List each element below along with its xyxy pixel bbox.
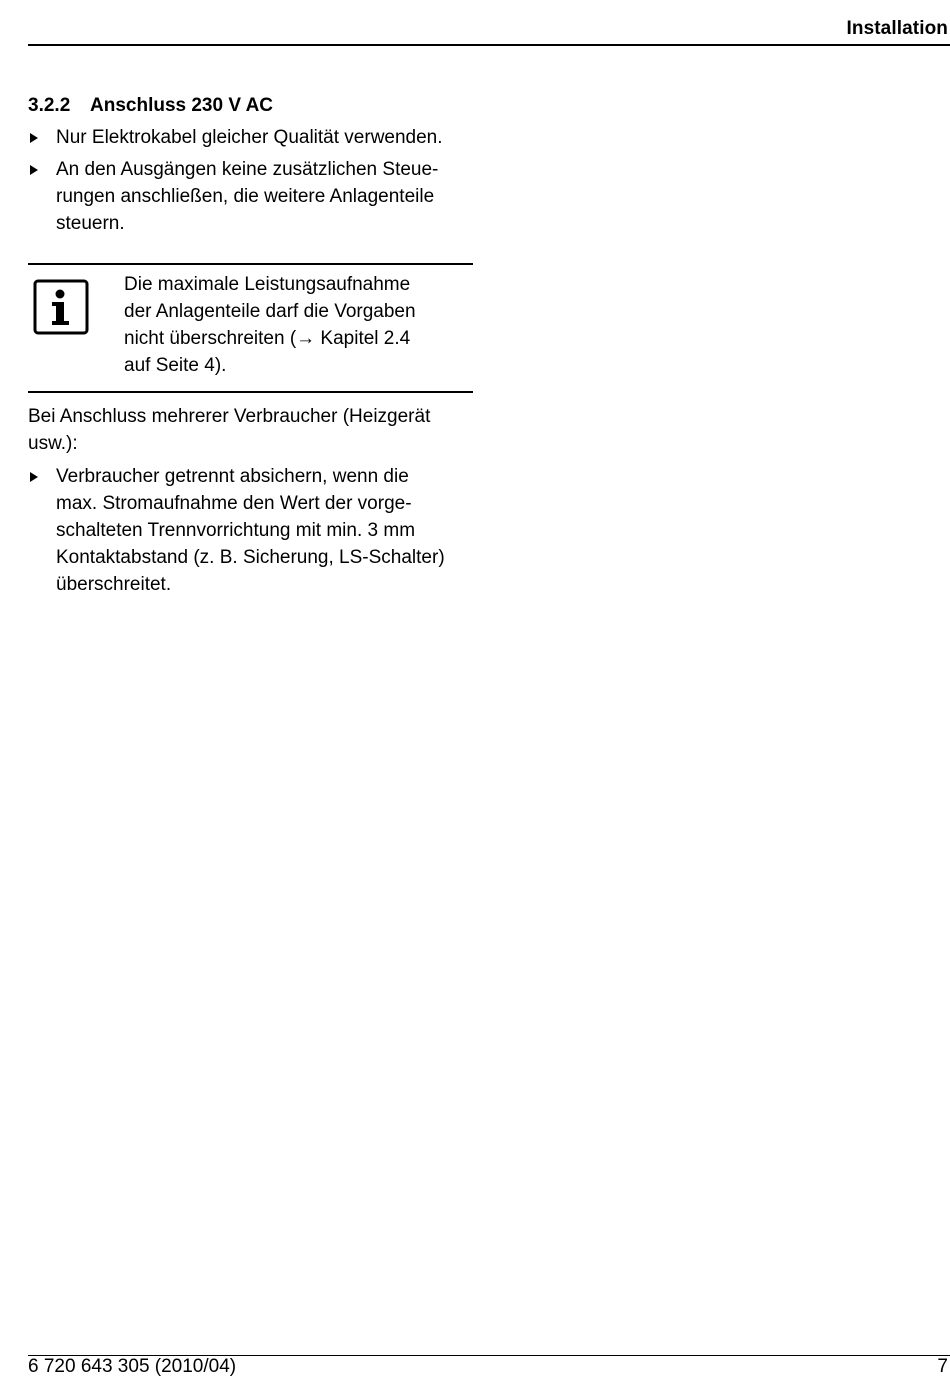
triangle-bullet-icon	[30, 165, 38, 175]
instruction-list-bottom	[28, 463, 473, 598]
document-number: 6 720 643 305 (2010/04)	[28, 1356, 237, 1377]
info-notice	[28, 263, 473, 393]
page-header-title: Installation	[846, 18, 948, 39]
notice-line: nicht überschreiten (→ Kapitel 2.4	[124, 328, 411, 349]
list-item-line: Nur Elektrokabel gleicher Qualität verwenden.	[56, 127, 443, 148]
list-item-line: Verbraucher getrennt absichern, wenn die	[56, 466, 409, 487]
triangle-bullet-icon	[30, 472, 38, 482]
notice-line: auf Seite 4).	[124, 355, 227, 376]
notice-line: der Anlagenteile darf die Vorgaben	[124, 301, 416, 322]
paragraph-line: Bei Anschluss mehrerer Verbraucher (Heizgerät	[28, 406, 431, 427]
page-number: 7	[937, 1356, 948, 1377]
main-content	[28, 94, 473, 603]
paragraph-line: usw.):	[28, 433, 78, 454]
list-item-line: steuern.	[56, 213, 125, 234]
list-item-line: An den Ausgängen keine zusätzlichen Steue-	[56, 159, 439, 180]
instruction-list-top	[28, 124, 473, 237]
list-item	[28, 124, 473, 151]
list-item	[28, 463, 473, 598]
info-icon	[33, 279, 89, 335]
list-item-line: Kontaktabstand (z. B. Sicherung, LS-Schalter)	[56, 547, 445, 568]
list-item-line: überschreitet.	[56, 574, 172, 595]
body-paragraph	[28, 403, 473, 457]
header-divider	[28, 44, 950, 46]
list-item-line: schalteten Trennvorrichtung mit min. 3 mm	[56, 520, 416, 541]
section-title: Anschluss 230 V AC	[90, 95, 274, 116]
notice-line: Die maximale Leistungsaufnahme	[124, 274, 411, 295]
list-item	[28, 156, 473, 237]
list-item-line: rungen anschließen, die weitere Anlagenteile	[56, 186, 435, 207]
section-heading	[28, 94, 473, 118]
section-number: 3.2.2	[28, 95, 71, 116]
triangle-bullet-icon	[30, 133, 38, 143]
list-item-line: max. Stromaufnahme den Wert der vorge-	[56, 493, 412, 514]
notice-text	[124, 271, 473, 379]
notice-icon-container	[28, 271, 124, 379]
